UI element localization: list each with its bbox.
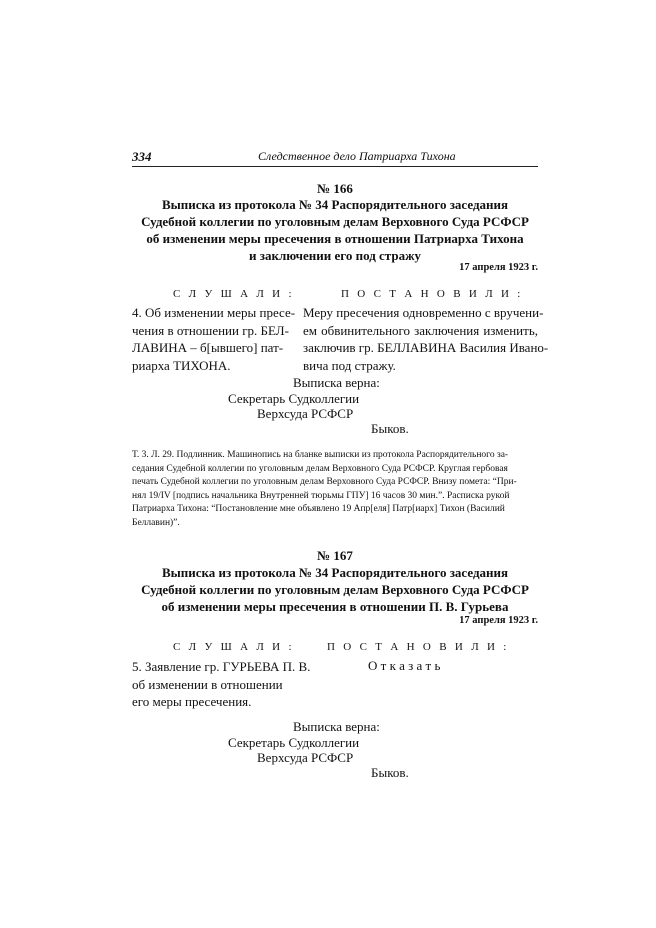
doc166-archival-note xyxy=(132,449,538,530)
running-title: Следственное дело Патриарха Тихона xyxy=(258,149,456,163)
doc167-title-line: Судебной коллегии по уголовным делам Верховного Суда РСФСР xyxy=(141,582,529,597)
doc166-heard-line: ЛАВИНА – б[ывшего] пат- xyxy=(132,340,284,355)
doc166-resolved-line: ем обвинительного заключения изменить, xyxy=(303,322,538,338)
doc167-title xyxy=(132,564,538,615)
doc167-heard-line: его меры пресечения. xyxy=(132,694,252,709)
doc166-heard-line: 4. Об изменении меры пресе- xyxy=(132,305,296,320)
note-line: седания Судебной коллегии по уголовным делам Верховного Суда РСФСР. Круглая гербовая xyxy=(132,463,508,474)
doc166-date: 17 апреля 1923 г. xyxy=(459,262,538,273)
page-number: 334 xyxy=(132,149,152,164)
doc167-heard-line: об изменении в отношении xyxy=(132,676,283,692)
doc166-secretary-line1: Секретарь Судколлегии xyxy=(228,391,360,406)
doc166-certified: Выписка верна: xyxy=(293,375,380,390)
doc166-signature: Быков. xyxy=(371,421,409,436)
doc166-resolved-line: Меру пресечения одновременно с вручени- xyxy=(303,305,544,320)
doc167-number: № 167 xyxy=(317,548,353,563)
note-line: Патриарха Тихона: “Постановление мне объявлено 19 Апр[еля] Патр[иарх] Тихон (Василий xyxy=(132,504,505,514)
doc166-secretary-line2: Верхсуда РСФСР xyxy=(257,406,354,421)
doc167-resolved-label: П О С Т А Н О В И Л И : xyxy=(327,641,510,653)
doc167-secretary-line1: Секретарь Судколлегии xyxy=(228,735,360,750)
doc167-date: 17 апреля 1923 г. xyxy=(459,615,538,626)
doc166-resolved-text xyxy=(303,304,549,374)
note-line: печать Судебной коллегии по уголовным делам Верховного Суда РСФСР. Внизу помета: “При- xyxy=(132,477,517,487)
doc166-heard-line: риарха ТИХОНА. xyxy=(132,357,231,373)
doc167-title-line: об изменении меры пресечения в отношении П. В. Гурьева xyxy=(161,599,509,614)
doc167-heard-text xyxy=(132,658,312,711)
doc167-resolved-text: О т к а з а т ь xyxy=(368,658,441,673)
doc167-heard-label: С Л У Ш А Л И : xyxy=(173,641,295,653)
doc166-resolved-label: П О С Т А Н О В И Л И : xyxy=(341,288,524,300)
doc166-resolved-line: вича под стражу. xyxy=(303,357,396,373)
doc166-title xyxy=(132,196,538,264)
doc166-title-line: Выписка из протокола № 34 Распорядительного заседания xyxy=(161,197,509,212)
doc166-title-line: Судебной коллегии по уголовным делам Верховного Суда РСФСР xyxy=(141,214,529,229)
doc166-number: № 166 xyxy=(317,181,353,196)
doc167-secretary-line2: Верхсуда РСФСР xyxy=(257,750,354,765)
header-rule xyxy=(132,166,538,167)
doc166-heard-text xyxy=(132,304,296,374)
doc167-certified: Выписка верна: xyxy=(293,719,380,734)
doc166-resolved-line: заключив гр. БЕЛЛАВИНА Василия Ивано- xyxy=(303,340,549,355)
doc167-title-line: Выписка из протокола № 34 Распорядительного заседания xyxy=(161,565,509,580)
doc166-heard-label: С Л У Ш А Л И : xyxy=(173,288,295,300)
doc166-heard-line: чения в отношении гр. БЕЛ- xyxy=(132,322,289,338)
doc167-signature: Быков. xyxy=(371,765,409,780)
doc167-heard-line: 5. Заявление гр. ГУРЬЕВА П. В. xyxy=(132,659,311,674)
note-line: нял 19/IV [подпись начальника Внутренней тюрьмы ГПУ] 16 часов 30 мин.”. Расписка рукой xyxy=(132,490,510,501)
note-line: Беллавин)”. xyxy=(132,517,180,528)
doc166-title-line: и заключении его под стражу xyxy=(248,248,422,263)
doc166-title-line: об изменении меры пресечения в отношении Патриарха Тихона xyxy=(146,231,524,246)
note-line: Т. 3. Л. 29. Подлинник. Машинопись на бланке выписки из протокола Распорядительного за- xyxy=(132,450,509,460)
